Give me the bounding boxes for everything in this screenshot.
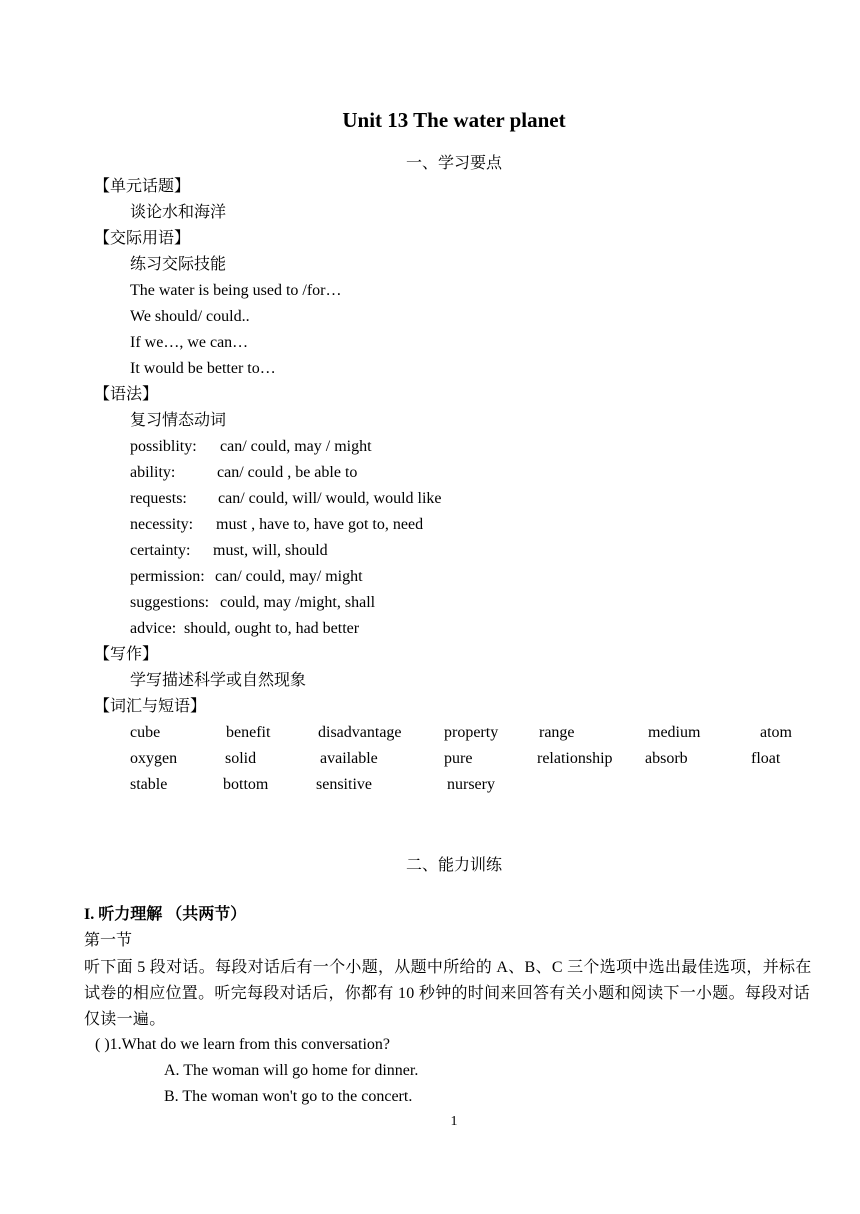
vocab-word: absorb [645,750,688,767]
grammar-label: requests: [130,490,187,507]
grammar-intro: 复习情态动词 [130,412,227,429]
grammar-label: ability: [130,464,176,481]
listening-header: I. 听力理解 （共两节） [84,906,247,923]
vocab-word: property [444,724,499,741]
grammar-value: must , have to, have got to, need [216,516,424,533]
grammar-value: should, ought to, had better [184,620,360,637]
grammar-label: permission: [130,568,205,585]
vocab-word: disadvantage [318,724,402,741]
vocab-word: range [539,724,575,741]
vocab-header: 【词汇与短语】 [94,698,207,715]
listening-part: 第一节 [84,932,133,949]
topic-content: 谈论水和海洋 [130,204,227,221]
grammar-label: possiblity: [130,438,197,455]
grammar-value: must, will, should [213,542,328,559]
vocab-word: sensitive [316,776,372,793]
grammar-value: could, may /might, shall [220,594,376,611]
grammar-value: can/ could, may/ might [215,568,363,585]
vocab-word: solid [225,750,257,767]
section-heading-1: 一、学习要点 [405,155,502,172]
section-heading-2: 二、能力训练 [405,857,502,874]
question-1-option-a: A. The woman will go home for dinner. [164,1062,419,1079]
grammar-value: can/ could , be able to [217,464,358,481]
vocab-word: pure [444,750,473,767]
vocab-word: available [320,750,378,767]
vocab-word: benefit [226,724,271,741]
grammar-header: 【语法】 [94,386,159,403]
grammar-value: can/ could, will/ would, would like [218,490,442,507]
vocab-word: stable [130,776,168,793]
grammar-label: certainty: [130,542,191,559]
question-1: ( )1.What do we learn from this conversation? [95,1036,391,1053]
communication-item: We should/ could.. [130,308,250,325]
communication-header: 【交际用语】 [94,230,191,247]
vocab-word: relationship [537,750,613,767]
writing-content: 学写描述科学或自然现象 [130,672,307,689]
vocab-word: medium [648,724,701,741]
vocab-word: float [751,750,781,767]
document-title: Unit 13 The water planet [342,108,566,132]
grammar-value: can/ could, may / might [220,438,372,455]
grammar-label: necessity: [130,516,194,533]
vocab-word: cube [130,724,161,741]
vocab-word: nursery [447,776,495,793]
communication-item: It would be better to… [130,360,276,377]
vocab-word: atom [760,724,792,741]
communication-item: If we…, we can… [130,334,249,351]
vocab-word: oxygen [130,750,178,767]
topic-header: 【单元话题】 [94,178,191,195]
question-1-option-b: B. The woman won't go to the concert. [164,1088,413,1105]
page-number: 1 [450,1114,458,1129]
grammar-label: advice: [130,620,177,637]
communication-item: The water is being used to /for… [130,282,342,299]
communication-item: 练习交际技能 [130,256,227,273]
grammar-label: suggestions: [130,594,210,611]
writing-header: 【写作】 [94,646,159,663]
vocab-word: bottom [223,776,269,793]
listening-instructions: 听下面 5 段对话。每段对话后有一个小题，从题中所给的 A、B、C 三个选项中选出最佳选项，并标在试卷的相应位置。听完每段对话后，你都有 10 秒钟的时间来回答有关小题和阅读下一小题。每段对话仅读一遍。 [84,959,812,1028]
